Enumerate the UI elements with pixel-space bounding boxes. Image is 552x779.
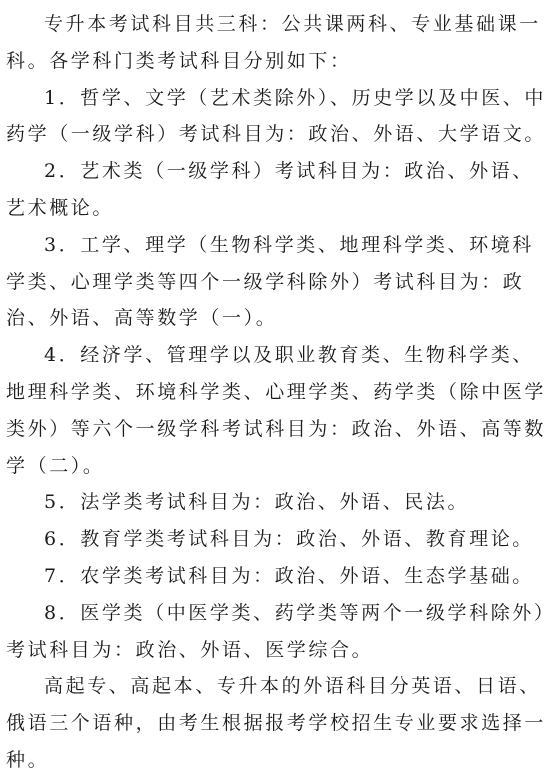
intro-paragraph: 专升本考试科目共三科：公共课两科、专业基础课一科。各学科门类考试科目分别如下： [6, 13, 541, 72]
item-2-paragraph: 2．艺术类（一级学科）考试科目为：政治、外语、艺术概论。 [6, 160, 534, 219]
item-4-paragraph: 4．经济学、管理学以及职业教育类、生物科学类、地理科学类、环境科学类、心理学类、药学类（除中医学类外）等六个一级学科考试科目为：政治、外语、高等数学（二）。 [6, 344, 547, 477]
item-8-paragraph: 8．医学类（中医学类、药学类等两个一级学科除外）考试科目为：政治、外语、医学综合。 [6, 601, 546, 661]
item-7-paragraph: 7．农学类考试科目为：政治、外语、生态学基础。 [44, 564, 534, 587]
item-6-paragraph: 6．教育学类考试科目为：政治、外语、教育理论。 [44, 528, 534, 551]
item-3-paragraph: 3．工学、理学（生物科学类、地理科学类、环境科学类、心理学类等四个一级学科除外）考试科目为：政治、外语、高等数学（一）。 [6, 233, 534, 330]
language-note-paragraph: 高起专、高起本、专升本的外语科目分英语、日语、俄语三个语种，由考生根据报考学校招生专业要求选择一种。 [6, 675, 547, 771]
item-1-paragraph: 1．哲学、文学（艺术类除外）、历史学以及中医、中药学（一级学科）考试科目为：政治、外语、大学语文。 [6, 86, 547, 146]
item-5-paragraph: 5．法学类考试科目为：政治、外语、民法。 [44, 491, 470, 514]
